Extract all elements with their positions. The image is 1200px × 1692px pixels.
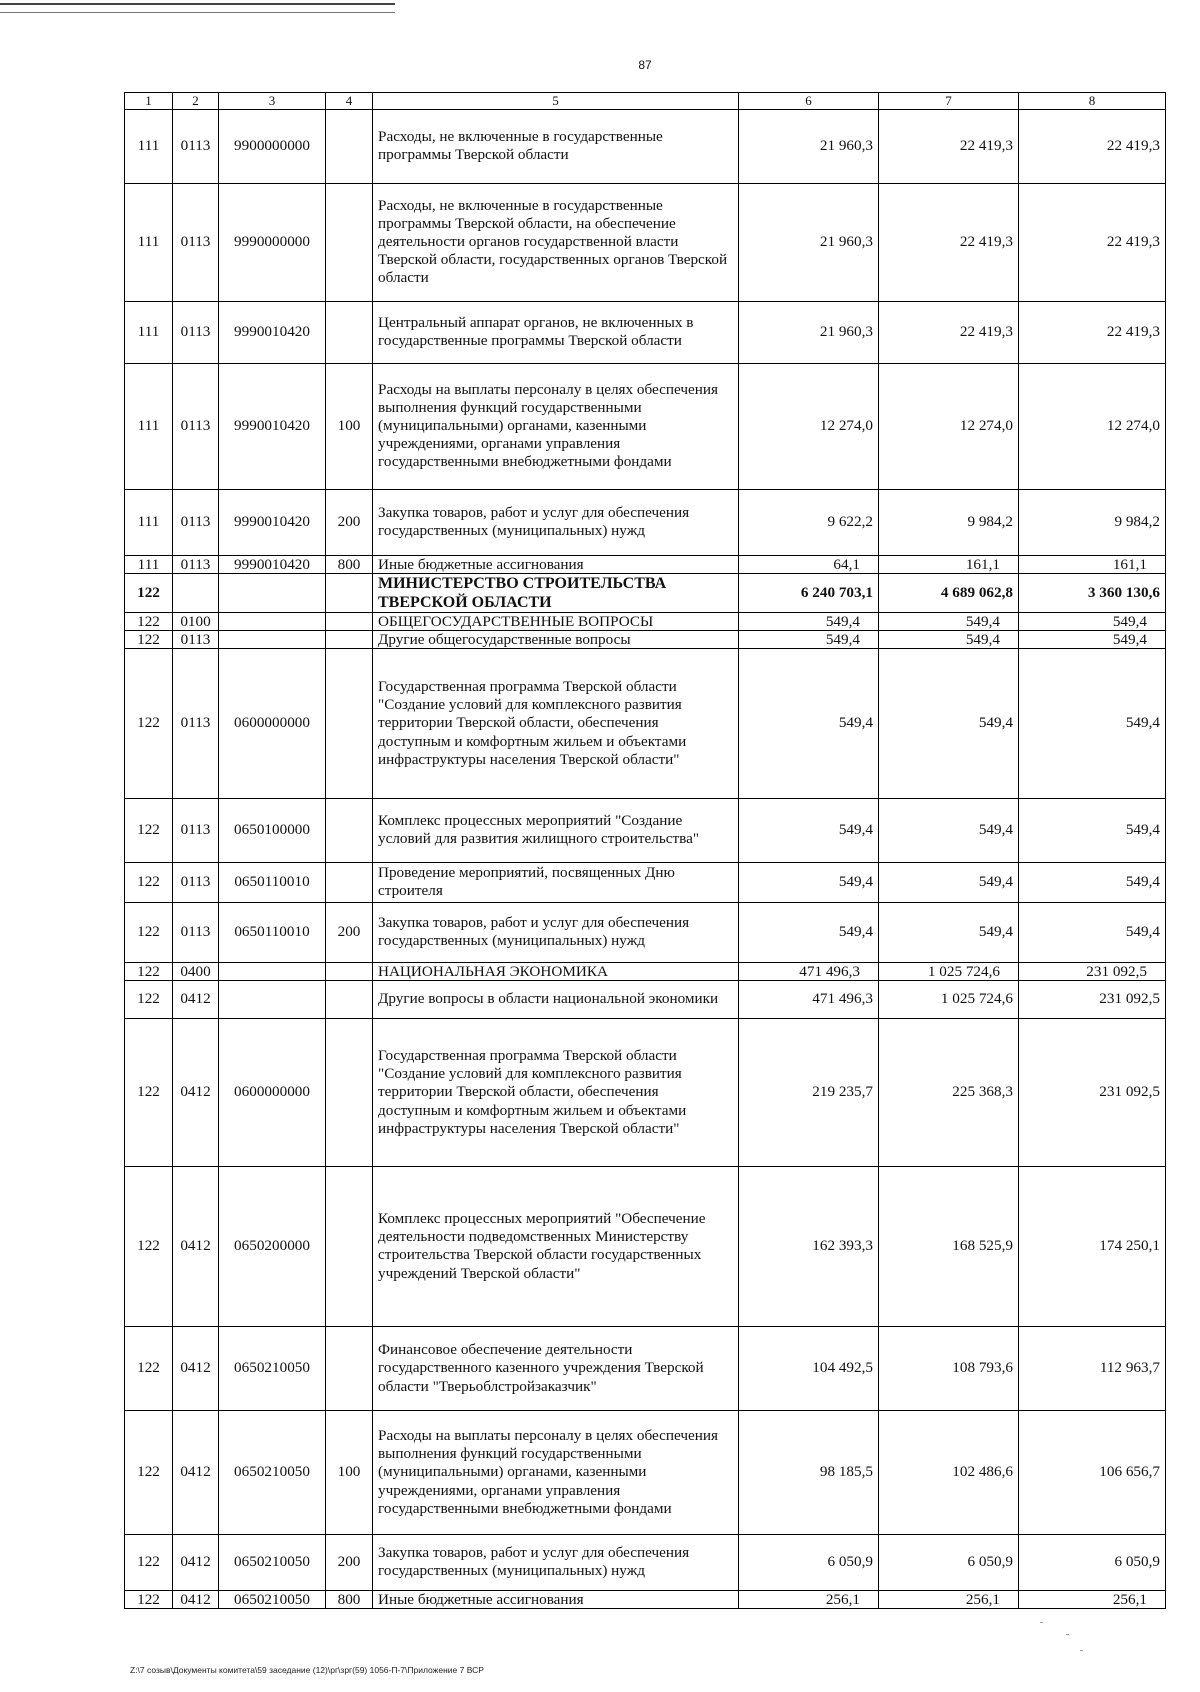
amount-col8-cell: 231 092,5	[1019, 962, 1166, 980]
amount-col8-cell: 106 656,7	[1019, 1410, 1166, 1534]
description-cell: Расходы на выплаты персоналу в целях обеспечения выполнения функций государственными (муниципальными) органами, казенными учреждениями, органами управления государственными внебюджетными фондами	[373, 1410, 739, 1534]
section-code-cell: 0113	[173, 862, 219, 902]
admin-code-cell: 111	[125, 489, 173, 555]
amount-col7-cell: 12 274,0	[879, 363, 1019, 489]
table-row	[125, 798, 1166, 862]
scan-speck	[1080, 1650, 1083, 1651]
table-row	[125, 573, 1166, 612]
table-row	[125, 1410, 1166, 1534]
amount-col6-cell: 21 960,3	[739, 109, 879, 183]
amount-col7-cell: 549,4	[879, 612, 1019, 630]
amount-col6-cell: 6 050,9	[739, 1534, 879, 1590]
section-code-cell: 0113	[173, 648, 219, 798]
description-cell: Иные бюджетные ассигнования	[373, 1590, 739, 1608]
description-cell: Расходы на выплаты персоналу в целях обеспечения выполнения функций государственными (муниципальными) органами, казенными учреждениями, органами управления государственными внебюджетными фондами	[373, 363, 739, 489]
section-code-cell	[173, 573, 219, 612]
amount-col8-cell: 112 963,7	[1019, 1326, 1166, 1410]
amount-col7-cell: 9 984,2	[879, 489, 1019, 555]
table-row	[125, 301, 1166, 363]
amount-col7-cell: 549,4	[879, 630, 1019, 648]
description-cell: Расходы, не включенные в государственные программы Тверской области, на обеспечение деятельности органов государственной власти Тверской области, государственных органов Тверской области	[373, 183, 739, 301]
section-code-cell: 0113	[173, 630, 219, 648]
target-article-cell: 9990000000	[219, 183, 326, 301]
admin-code-cell: 122	[125, 798, 173, 862]
amount-col7-cell: 168 525,9	[879, 1166, 1019, 1326]
target-article-cell: 0650210050	[219, 1326, 326, 1410]
amount-col6-cell: 549,4	[739, 630, 879, 648]
admin-code-cell: 122	[125, 962, 173, 980]
target-article-cell	[219, 630, 326, 648]
amount-col8-cell: 174 250,1	[1019, 1166, 1166, 1326]
amount-col7-cell: 102 486,6	[879, 1410, 1019, 1534]
table-row	[125, 555, 1166, 573]
scan-top-line-thin	[0, 12, 395, 13]
amount-col7-cell: 4 689 062,8	[879, 573, 1019, 612]
expense-type-cell: 100	[326, 1410, 373, 1534]
section-code-cell: 0412	[173, 1590, 219, 1608]
amount-col7-cell: 549,4	[879, 798, 1019, 862]
amount-col6-cell: 471 496,3	[739, 962, 879, 980]
expense-type-cell	[326, 109, 373, 183]
description-cell: Проведение мероприятий, посвященных Дню строителя	[373, 862, 739, 902]
admin-code-cell: 122	[125, 1018, 173, 1166]
description-cell: Иные бюджетные ассигнования	[373, 555, 739, 573]
section-code-cell: 0113	[173, 798, 219, 862]
section-code-cell: 0412	[173, 1410, 219, 1534]
table-row	[125, 1534, 1166, 1590]
table-row	[125, 183, 1166, 301]
section-code-cell: 0412	[173, 1326, 219, 1410]
table-row	[125, 902, 1166, 962]
table-row	[125, 630, 1166, 648]
target-article-cell: 0650100000	[219, 798, 326, 862]
section-code-cell: 0113	[173, 489, 219, 555]
table-row	[125, 1590, 1166, 1608]
amount-col6-cell: 104 492,5	[739, 1326, 879, 1410]
expense-type-cell: 200	[326, 489, 373, 555]
amount-col8-cell: 6 050,9	[1019, 1534, 1166, 1590]
description-cell: Другие вопросы в области национальной экономики	[373, 980, 739, 1018]
amount-col7-cell: 1 025 724,6	[879, 980, 1019, 1018]
table-row	[125, 109, 1166, 183]
amount-col7-cell: 22 419,3	[879, 183, 1019, 301]
section-code-cell: 0113	[173, 555, 219, 573]
section-code-cell: 0113	[173, 902, 219, 962]
expense-type-cell: 200	[326, 902, 373, 962]
admin-code-cell: 122	[125, 1534, 173, 1590]
amount-col6-cell: 256,1	[739, 1590, 879, 1608]
admin-code-cell: 122	[125, 1410, 173, 1534]
expense-type-cell	[326, 962, 373, 980]
target-article-cell: 9990010420	[219, 301, 326, 363]
section-code-cell: 0400	[173, 962, 219, 980]
target-article-cell: 0650110010	[219, 862, 326, 902]
section-code-cell: 0412	[173, 1018, 219, 1166]
amount-col7-cell: 22 419,3	[879, 301, 1019, 363]
column-number: 1	[125, 93, 173, 110]
table-row	[125, 648, 1166, 798]
admin-code-cell: 122	[125, 980, 173, 1018]
section-code-cell: 0412	[173, 1166, 219, 1326]
amount-col7-cell: 6 050,9	[879, 1534, 1019, 1590]
amount-col7-cell: 1 025 724,6	[879, 962, 1019, 980]
expense-type-cell: 800	[326, 555, 373, 573]
scan-top-line	[0, 3, 395, 5]
target-article-cell: 0650110010	[219, 902, 326, 962]
admin-code-cell: 111	[125, 555, 173, 573]
admin-code-cell: 122	[125, 573, 173, 612]
expense-type-cell	[326, 1326, 373, 1410]
description-cell: Закупка товаров, работ и услуг для обеспечения государственных (муниципальных) нужд	[373, 1534, 739, 1590]
section-code-cell: 0113	[173, 301, 219, 363]
description-cell: НАЦИОНАЛЬНАЯ ЭКОНОМИКА	[373, 962, 739, 980]
amount-col6-cell: 162 393,3	[739, 1166, 879, 1326]
table-row	[125, 962, 1166, 980]
amount-col8-cell: 549,4	[1019, 862, 1166, 902]
amount-col6-cell: 549,4	[739, 902, 879, 962]
amount-col8-cell: 12 274,0	[1019, 363, 1166, 489]
amount-col6-cell: 549,4	[739, 612, 879, 630]
admin-code-cell: 122	[125, 902, 173, 962]
section-code-cell: 0113	[173, 109, 219, 183]
admin-code-cell: 122	[125, 1590, 173, 1608]
column-number: 2	[173, 93, 219, 110]
target-article-cell: 0650210050	[219, 1590, 326, 1608]
amount-col7-cell: 225 368,3	[879, 1018, 1019, 1166]
expense-type-cell	[326, 648, 373, 798]
amount-col8-cell: 9 984,2	[1019, 489, 1166, 555]
amount-col7-cell: 549,4	[879, 862, 1019, 902]
table-row	[125, 489, 1166, 555]
target-article-cell: 0600000000	[219, 1018, 326, 1166]
amount-col6-cell: 21 960,3	[739, 183, 879, 301]
expense-type-cell	[326, 1166, 373, 1326]
target-article-cell	[219, 962, 326, 980]
description-cell: Государственная программа Тверской области "Создание условий для комплексного развития территории Тверской области, обеспечения доступным и комфортным жильем и объектами инфраструктуры населения Тверской области"	[373, 648, 739, 798]
expense-type-cell	[326, 630, 373, 648]
admin-code-cell: 111	[125, 183, 173, 301]
target-article-cell: 0600000000	[219, 648, 326, 798]
amount-col8-cell: 22 419,3	[1019, 301, 1166, 363]
amount-col7-cell: 256,1	[879, 1590, 1019, 1608]
amount-col7-cell: 22 419,3	[879, 109, 1019, 183]
expense-type-cell	[326, 798, 373, 862]
section-code-cell: 0412	[173, 1534, 219, 1590]
description-cell: Комплекс процессных мероприятий "Обеспечение деятельности подведомственных Министерству строительства Тверской области государственных учреждений Тверской области"	[373, 1166, 739, 1326]
amount-col8-cell: 549,4	[1019, 902, 1166, 962]
section-code-cell: 0412	[173, 980, 219, 1018]
column-number: 7	[879, 93, 1019, 110]
admin-code-cell: 122	[125, 612, 173, 630]
admin-code-cell: 122	[125, 1326, 173, 1410]
amount-col6-cell: 12 274,0	[739, 363, 879, 489]
amount-col8-cell: 549,4	[1019, 612, 1166, 630]
admin-code-cell: 111	[125, 363, 173, 489]
amount-col7-cell: 549,4	[879, 648, 1019, 798]
table-row	[125, 1326, 1166, 1410]
amount-col8-cell: 231 092,5	[1019, 980, 1166, 1018]
admin-code-cell: 122	[125, 630, 173, 648]
description-cell: МИНИСТЕРСТВО СТРОИТЕЛЬСТВА ТВЕРСКОЙ ОБЛАСТИ	[373, 573, 739, 612]
section-code-cell: 0100	[173, 612, 219, 630]
description-cell: Финансовое обеспечение деятельности государственного казенного учреждения Тверской области "Тверьоблстройзаказчик"	[373, 1326, 739, 1410]
column-number: 4	[326, 93, 373, 110]
table-row	[125, 612, 1166, 630]
target-article-cell: 9900000000	[219, 109, 326, 183]
target-article-cell: 0650200000	[219, 1166, 326, 1326]
target-article-cell: 9990010420	[219, 489, 326, 555]
amount-col8-cell: 231 092,5	[1019, 1018, 1166, 1166]
budget-table	[124, 92, 1166, 1609]
amount-col8-cell: 161,1	[1019, 555, 1166, 573]
target-article-cell: 9990010420	[219, 363, 326, 489]
amount-col7-cell: 549,4	[879, 902, 1019, 962]
scan-speck	[1066, 1634, 1069, 1635]
amount-col6-cell: 64,1	[739, 555, 879, 573]
footer-file-path: Z:\7 созыв\Документы комитета\59 заседание (12)\рг\зрг(59) 1056-П-7\Приложение 7 ВСР	[130, 1665, 484, 1675]
amount-col7-cell: 161,1	[879, 555, 1019, 573]
column-number: 8	[1019, 93, 1166, 110]
amount-col6-cell: 9 622,2	[739, 489, 879, 555]
expense-type-cell	[326, 862, 373, 902]
description-cell: ОБЩЕГОСУДАРСТВЕННЫЕ ВОПРОСЫ	[373, 612, 739, 630]
budget-table-container	[124, 92, 1165, 1609]
target-article-cell: 0650210050	[219, 1534, 326, 1590]
expense-type-cell	[326, 1018, 373, 1166]
amount-col6-cell: 549,4	[739, 798, 879, 862]
expense-type-cell: 100	[326, 363, 373, 489]
table-row	[125, 862, 1166, 902]
admin-code-cell: 111	[125, 301, 173, 363]
admin-code-cell: 122	[125, 1166, 173, 1326]
amount-col6-cell: 549,4	[739, 862, 879, 902]
admin-code-cell: 111	[125, 109, 173, 183]
amount-col7-cell: 108 793,6	[879, 1326, 1019, 1410]
expense-type-cell	[326, 183, 373, 301]
column-number: 3	[219, 93, 326, 110]
amount-col6-cell: 549,4	[739, 648, 879, 798]
amount-col8-cell: 22 419,3	[1019, 183, 1166, 301]
description-cell: Комплекс процессных мероприятий "Создание условий для развития жилищного строительства"	[373, 798, 739, 862]
column-number: 6	[739, 93, 879, 110]
amount-col6-cell: 6 240 703,1	[739, 573, 879, 612]
amount-col8-cell: 549,4	[1019, 648, 1166, 798]
expense-type-cell: 800	[326, 1590, 373, 1608]
amount-col6-cell: 219 235,7	[739, 1018, 879, 1166]
description-cell: Другие общегосударственные вопросы	[373, 630, 739, 648]
table-row	[125, 980, 1166, 1018]
amount-col6-cell: 98 185,5	[739, 1410, 879, 1534]
amount-col8-cell: 256,1	[1019, 1590, 1166, 1608]
expense-type-cell	[326, 301, 373, 363]
description-cell: Закупка товаров, работ и услуг для обеспечения государственных (муниципальных) нужд	[373, 489, 739, 555]
expense-type-cell	[326, 573, 373, 612]
amount-col8-cell: 549,4	[1019, 630, 1166, 648]
table-row	[125, 1166, 1166, 1326]
target-article-cell	[219, 980, 326, 1018]
expense-type-cell	[326, 612, 373, 630]
amount-col8-cell: 3 360 130,6	[1019, 573, 1166, 612]
target-article-cell: 9990010420	[219, 555, 326, 573]
amount-col6-cell: 471 496,3	[739, 980, 879, 1018]
amount-col8-cell: 22 419,3	[1019, 109, 1166, 183]
description-cell: Государственная программа Тверской области "Создание условий для комплексного развития территории Тверской области, обеспечения доступным и комфортным жильем и объектами инфраструктуры населения Тверской области"	[373, 1018, 739, 1166]
admin-code-cell: 122	[125, 648, 173, 798]
target-article-cell	[219, 612, 326, 630]
column-number-header-row	[125, 93, 1166, 110]
expense-type-cell: 200	[326, 1534, 373, 1590]
description-cell: Расходы, не включенные в государственные программы Тверской области	[373, 109, 739, 183]
table-row	[125, 1018, 1166, 1166]
section-code-cell: 0113	[173, 183, 219, 301]
section-code-cell: 0113	[173, 363, 219, 489]
description-cell: Центральный аппарат органов, не включенных в государственные программы Тверской области	[373, 301, 739, 363]
table-row	[125, 363, 1166, 489]
column-number: 5	[373, 93, 739, 110]
target-article-cell	[219, 573, 326, 612]
admin-code-cell: 122	[125, 862, 173, 902]
page-number: 87	[638, 58, 652, 72]
expense-type-cell	[326, 980, 373, 1018]
amount-col8-cell: 549,4	[1019, 798, 1166, 862]
scan-speck	[1040, 1622, 1043, 1623]
target-article-cell: 0650210050	[219, 1410, 326, 1534]
amount-col6-cell: 21 960,3	[739, 301, 879, 363]
description-cell: Закупка товаров, работ и услуг для обеспечения государственных (муниципальных) нужд	[373, 902, 739, 962]
